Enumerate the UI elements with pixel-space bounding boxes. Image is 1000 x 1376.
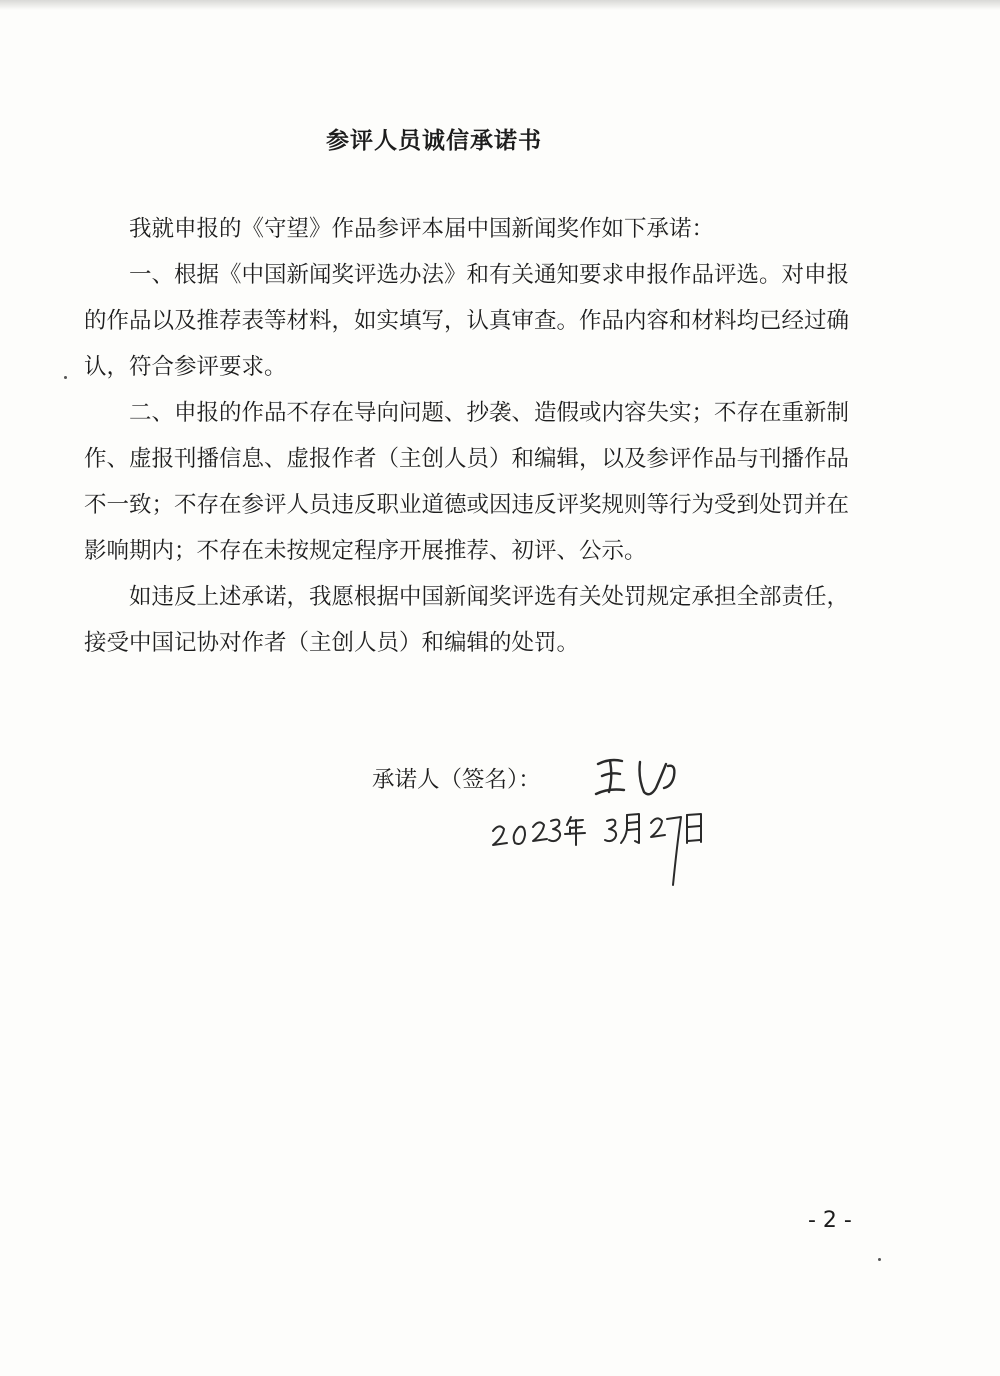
document-body — [84, 206, 849, 666]
handwritten-date — [485, 805, 730, 890]
page-number: - 2 - — [808, 1208, 852, 1233]
paragraph-commitment-1: 一、根据《中国新闻奖评选办法》和有关通知要求申报作品评选。对申报的作品以及推荐表等材料，如实填写，认真审查。作品内容和材料均已经过确认，符合参评要求。 — [84, 262, 850, 380]
document-title: 参评人员诚信承诺书 — [326, 127, 542, 154]
paragraph-liability: 如违反上述承诺，我愿根据中国新闻奖评选有关处罚规定承担全部责任，接受中国记协对作者（主创人员）和编辑的处罚。 — [84, 584, 850, 656]
handwritten-signature — [588, 752, 698, 804]
scan-speck — [878, 1258, 881, 1261]
signature-label: 承诺人（签名）： — [372, 767, 541, 793]
scan-edge-shadow — [0, 0, 1000, 10]
scan-speck — [64, 376, 67, 379]
paragraph-commitment-2: 二、申报的作品不存在导向问题、抄袭、造假或内容失实；不存在重新制作、虚报刊播信息、虚报作者（主创人员）和编辑，以及参评作品与刊播作品不一致；不存在参评人员违反职业道德或因违反评奖规则等行为受到处罚并在影响期内；不存在未按规定程序开展推荐、初评、公示。 — [84, 400, 850, 564]
paragraph-intro: 我就申报的《守望》作品参评本届中国新闻奖作如下承诺： — [129, 216, 715, 242]
